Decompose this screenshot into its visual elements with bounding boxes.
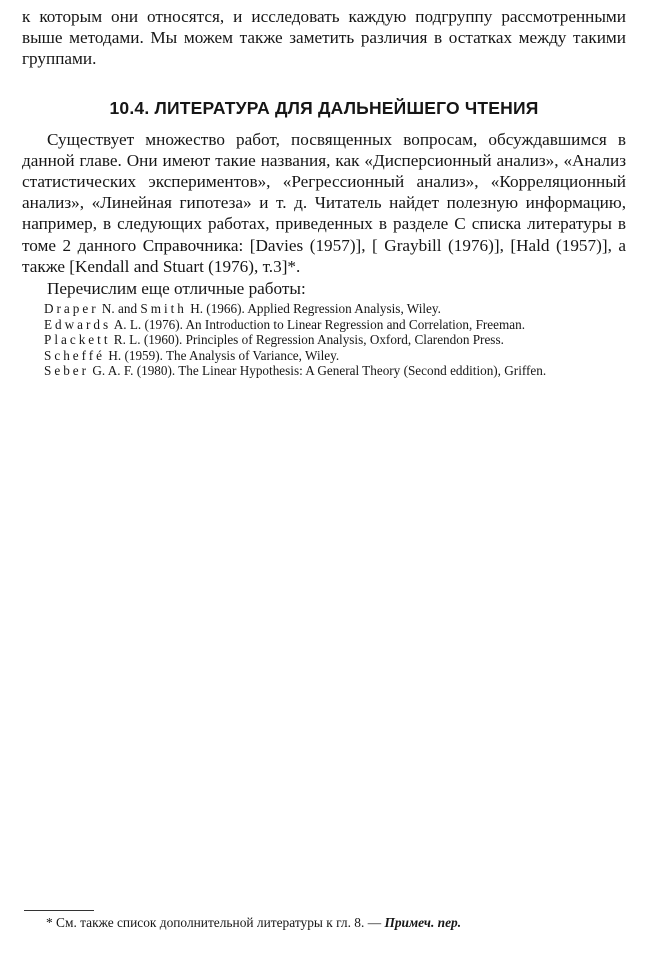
- reference-author-2: Smith: [140, 301, 187, 317]
- page-content: [22, 6, 626, 379]
- reference-text: H. (1959). The Analysis of Variance, Wiley.: [105, 347, 340, 363]
- reference-text: G. A. F. (1980). The Linear Hypothesis: A General Theory (Second eddition), Griffen.: [89, 363, 547, 379]
- reference-author: Draper: [44, 301, 99, 317]
- footnote-mark: *: [46, 915, 53, 930]
- reference-text-2: H. (1966). Applied Regression Analysis, Wiley.: [186, 301, 441, 317]
- reference-author: Plackett: [44, 332, 111, 348]
- footnote: [46, 915, 461, 931]
- body-paragraph: Существует множество работ, посвященных вопросам, обсуждавшимся в данной главе. Они имеют такие названия, как «Дисперсионный анализ», «Анализ статистических экспериментов», «Регрессионный анализ», «Корреляционный анализ», «Линейная гипотеза» и т. д. Читатель найдет полезную информацию, например, в следующих работах, приведенных в разделе С списка литературы в томе 2 данного Справочника: [Davies (1957)], [ Graybill (1976)], [Hald (1957)], а также [Kendall and Stuart (1976), т.3]*.: [22, 129, 626, 276]
- section-title: ЛИТЕРАТУРА ДЛЯ ДАЛЬНЕЙШЕГО ЧТЕНИЯ: [154, 97, 539, 118]
- reference-list: [22, 301, 626, 379]
- intro-paragraph: к которым они относятся, и исследовать каждую подгруппу рассмотренными выше методами. Мы можем также заметить различия в остатках между такими группами.: [22, 7, 626, 69]
- reference-item: [22, 348, 626, 364]
- reference-text: A. L. (1976). An Introduction to Linear Regression and Correlation, Freeman.: [111, 316, 526, 332]
- footnote-note: Примеч. пер.: [384, 915, 462, 930]
- section-number: 10.4.: [109, 97, 150, 118]
- reference-item: [22, 317, 626, 333]
- reference-author: Edwards: [44, 316, 112, 332]
- reference-text: R. L. (1960). Principles of Regression Analysis, Oxford, Clarendon Press.: [110, 332, 504, 348]
- reference-author: Seber: [44, 363, 90, 379]
- reference-item: [22, 332, 626, 348]
- list-lead: Перечислим еще отличные работы:: [47, 279, 306, 299]
- reference-author: Scheffé: [44, 347, 106, 363]
- footnote-text: См. также список дополнительной литературы к гл. 8. —: [52, 915, 385, 930]
- reference-text: N. and: [98, 301, 141, 317]
- reference-item: [22, 301, 626, 317]
- reference-item: [22, 363, 626, 379]
- footnote-divider: [24, 910, 94, 911]
- section-heading: [22, 98, 626, 119]
